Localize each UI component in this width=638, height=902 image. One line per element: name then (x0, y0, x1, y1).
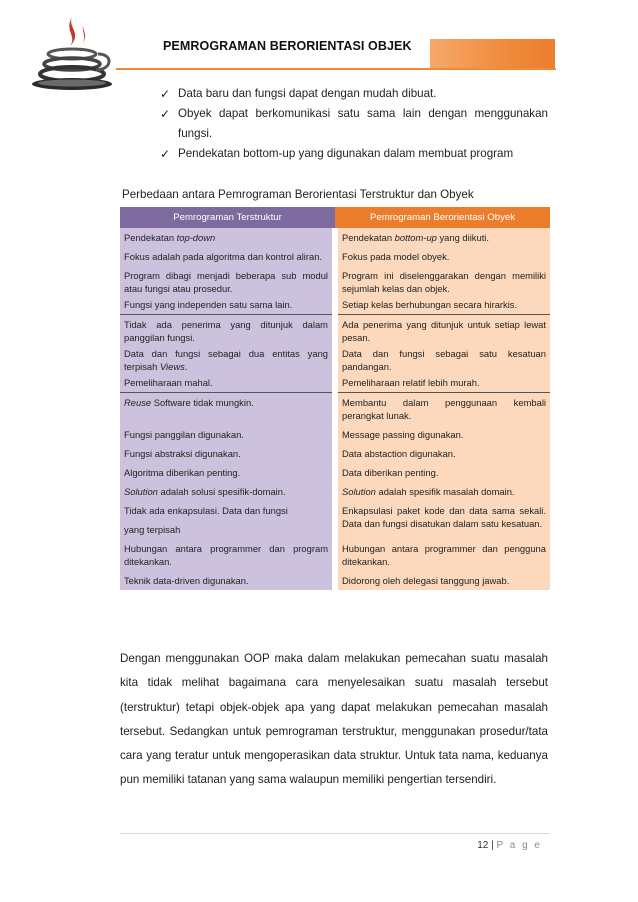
footer-divider (120, 833, 550, 834)
table-cell: Solution adalah spesifik masalah domain. (335, 482, 550, 501)
table-cell: Program ini diselenggarakan dengan memiliki sejumlah kelas dan objek. Setiap kelas berhubungan secara hirarkis. (335, 266, 550, 315)
column-header-structured: Pemrograman Terstruktur (120, 207, 335, 228)
table-cell: Fokus adalah pada algoritma dan kontrol aliran. (120, 247, 335, 266)
table-cell: Reuse Software tidak mungkin. (120, 393, 335, 426)
table-cell: Data abstaction digunakan. (335, 444, 550, 463)
page-header-title: PEMROGRAMAN BERORIENTASI OBJEK (163, 39, 412, 53)
table-row (120, 393, 550, 426)
table-cell: Hubungan antara programmer dan program ditekankan. (120, 539, 335, 571)
checkmark-icon: ✓ (160, 87, 171, 101)
table-caption: Perbedaan antara Pemrograman Berorientasi Terstruktur dan Obyek (122, 188, 474, 201)
table-cell: Pendekatan top-down (120, 228, 335, 247)
table-cell: Tidak ada penerima yang ditunjuk dalam panggilan fungsi. Data dan fungsi sebagai dua entitas yang terpisah Views. Pemeliharaan mahal. (120, 315, 335, 393)
table-cell: Hubungan antara programmer dan pengguna ditekankan. (335, 539, 550, 571)
table-row (120, 539, 550, 571)
bullet-continuation (160, 124, 548, 144)
table-row (120, 501, 550, 539)
table-cell: Data diberikan penting. (335, 463, 550, 482)
bullet-text: Obyek dapat berkomunikasi satu sama lain dengan menggunakan (178, 107, 548, 120)
bullet-list (160, 84, 548, 164)
body-paragraph-block (120, 647, 548, 793)
header-accent-band (430, 39, 555, 69)
table-cell: Didorong oleh delegasi tanggung jawab. (335, 571, 550, 590)
table-cell: Solution adalah solusi spesifik-domain. (120, 482, 335, 501)
bullet-text: Pendekatan bottom-up yang digunakan dalam membuat program (178, 147, 514, 160)
table-row (120, 315, 550, 393)
table-row (120, 482, 550, 501)
table-row (120, 571, 550, 590)
header-divider (116, 68, 556, 70)
table-row (120, 228, 550, 247)
bullet-text: Data baru dan fungsi dapat dengan mudah dibuat. (178, 87, 437, 100)
page-label: P a g e (496, 840, 542, 851)
table-cell: Message passing digunakan. (335, 425, 550, 444)
table-cell: Teknik data-driven digunakan. (120, 571, 335, 590)
column-header-oop: Pemrograman Berorientasi Obyek (335, 207, 550, 228)
bullet-item (160, 144, 548, 164)
table-row (120, 266, 550, 315)
page-footer (477, 840, 542, 851)
table-row (120, 247, 550, 266)
table-cell: Enkapsulasi paket kode dan data sama sekali. Data dan fungsi disatukan dalam satu kesatuan. (335, 501, 550, 539)
table-row (120, 444, 550, 463)
table-cell: Algoritma diberikan penting. (120, 463, 335, 482)
table-row (120, 425, 550, 444)
body-paragraph: Dengan menggunakan OOP maka dalam melakukan pemecahan suatu masalah kita tidak melihat bagaimana cara menyelesaikan suatu masalah tersebut (terstruktur) tetapi objek-objek apa yang dapat melakukan pemecahan masalah tersebut. Sedangkan untuk pemrograman terstruktur, menggunakan prosedur/tata cara yang teratur untuk mengoperasikan data struktur. Untuk tata nama, keduanya pun memiliki tatanan yang sama walaupun memiliki pengertian tersendiri. (120, 652, 548, 787)
java-logo-icon (26, 12, 118, 92)
table-cell: Fungsi panggilan digunakan. (120, 425, 335, 444)
table-cell: Fokus pada model obyek. (335, 247, 550, 266)
table-cell: Pendekatan bottom-up yang diikuti. (335, 228, 550, 247)
table-cell: Ada penerima yang ditunjuk untuk setiap lewat pesan. Data dan fungsi sebagai satu kesatuan pandangan. Pemeliharaan relatif lebih murah. (335, 315, 550, 393)
table-cell: Membantu dalam penggunaan kembali perangkat lunak. (335, 393, 550, 426)
checkmark-icon: ✓ (160, 147, 171, 161)
table-cell: Tidak ada enkapsulasi. Data dan fungsi yang terpisah (120, 501, 335, 539)
table-header-row (120, 207, 550, 228)
footer-separator: | (491, 840, 494, 851)
bullet-text: fungsi. (178, 127, 213, 140)
bullet-item (160, 104, 548, 124)
comparison-table (120, 207, 550, 590)
bullet-item (160, 84, 548, 104)
checkmark-icon: ✓ (160, 107, 171, 121)
table-cell: Fungsi abstraksi digunakan. (120, 444, 335, 463)
table-cell: Program dibagi menjadi beberapa sub modul atau fungsi atau prosedur. Fungsi yang independen satu sama lain. (120, 266, 335, 315)
page-number: 12 (477, 840, 489, 851)
table-row (120, 463, 550, 482)
